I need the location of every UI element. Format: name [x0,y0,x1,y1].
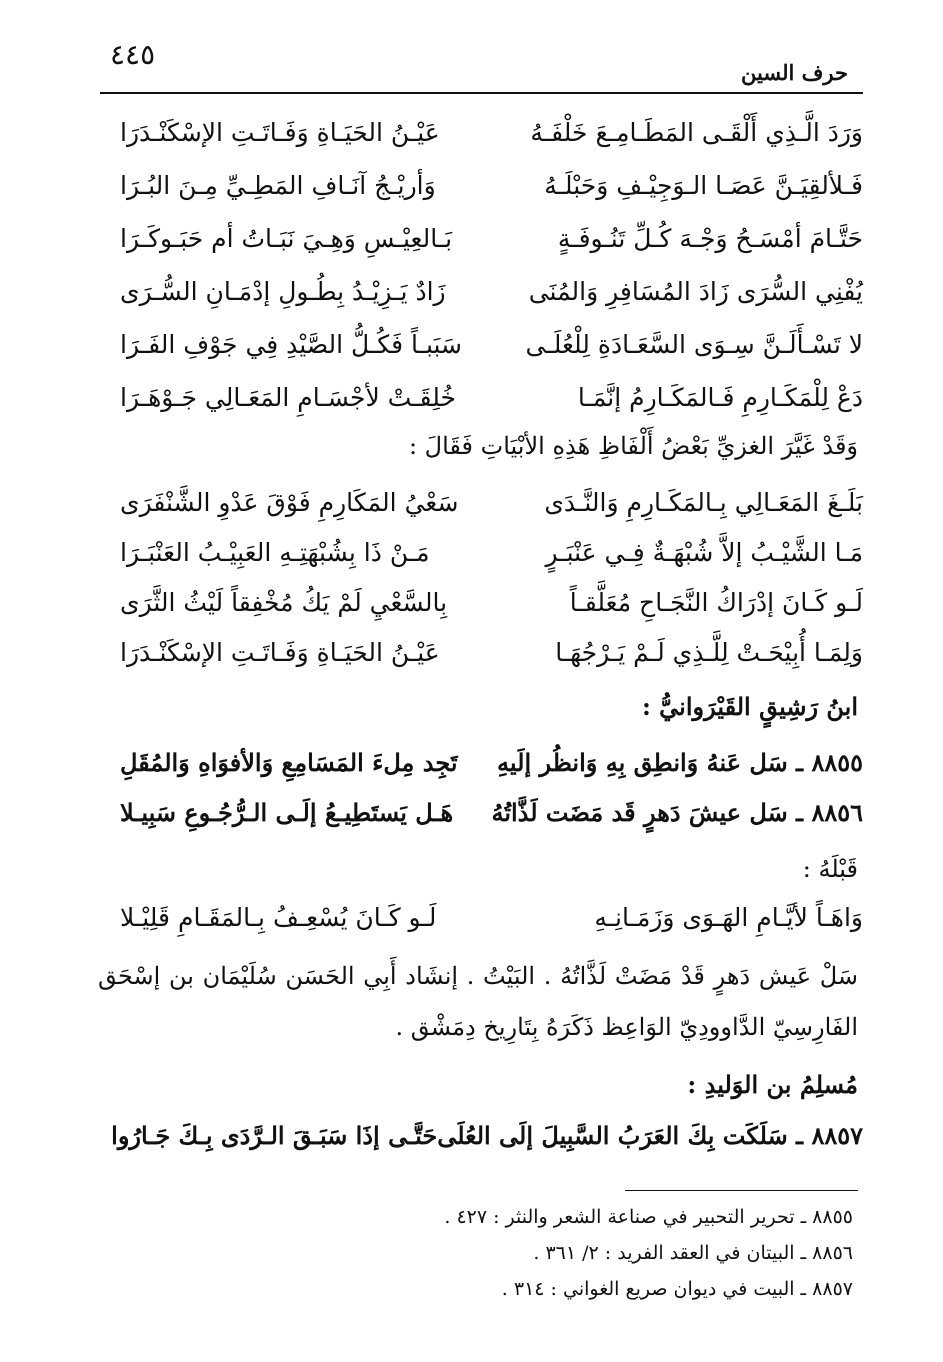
numbered-verse [111,1108,863,1162]
page-number: ٤٤٥ [110,38,156,71]
verse-line [120,475,863,529]
verse-left-hemistich: حَتَّـى إذَا سَبَـقَ الـرَّدَى بِـكَ جَـارُوا [111,1120,438,1150]
verse-right-hemistich: حَتَّـامَ أمْسَـحُ وَجْـهَ كُـلِّ تَنُـوفَـةٍ [557,223,863,253]
verse-right-hemistich: ٨٨٥٥ ـ سَل عَنهُ وَانطِق بِهِ وَانظُر إلَيهِ [497,747,863,777]
footnote: ٨٨٥٦ ـ البيتان في العقد الفريد : ٢/ ٣٦١ . [533,1242,853,1264]
verse-left-hemistich: بَـالعِيْـسِ وَهِـيَ نَبَـاتُ أم حَبَـوكَـرَا [120,223,453,253]
verse-left-hemistich: خُلِقَـتْ لأجْسَـامِ المَعَـالِي جَـوْهَـرَا [120,382,456,412]
before-label: قَبْلَهُ : [802,855,858,883]
verse-line [120,317,863,371]
verse-left-hemistich: هَـل يَستَطِيـعُ إلَـى الـرُّجُـوعِ سَبِيـلا [120,797,454,827]
numbered-verse [120,785,863,839]
prose-note: وَقَدْ غَيَّرَ الغزيِّ بَعْضُ أَلْفَاظِ هَذِهِ الأبْيَاتِ فَقَالَ : [408,432,858,460]
verse-right-hemistich: مَـا الشَّيْـبُ إلاَّ شُبْهَـةٌ فِـي عَنْبَـرٍ [545,537,863,567]
verse-right-hemistich: فَـلألقِيَـنَّ عَصَـا الـوَجِيْـفِ وَحَبْلَـهُ [544,170,863,200]
verse-right-hemistich: وَاهَـاً لأيَّـامِ الهَـوَى وَزَمَـانِـهِ [594,902,863,932]
verse-left-hemistich: سَعْيُ المَكَارِمِ فَوْقَ عَدْوِ الشَّنْفَرَى [120,487,459,517]
verse-left-hemistich: وَأريْـجُ آنَـافِ المَطِـيِّ مِـنَ البُـرَا [120,170,436,200]
verse-right-hemistich: بَلَـغَ المَعَـالِي بِـالمَكَـارِمِ وَالنَّـدَى [544,487,863,517]
verse-line [120,525,863,579]
verse-left-hemistich: بِالسَّعْيِ لَمْ يَكُ مُخْفِقاً لَيْثُ الثَّرَى [120,587,448,617]
verse-line [120,264,863,318]
verse-right-hemistich: ٨٨٥٦ ـ سَل عيشَ دَهرٍ قَد مَضَت لَذَّاتُهُ [491,797,863,827]
verse-left-hemistich: عَيْـنُ الحَيَـاةِ وَفَـاتَـتِ الإسْكَنْـدَرَا [120,637,440,667]
verse-right-hemistich: دَعْ لِلْمَكَـارِمِ فَـالمَكَـارِمُ إنَّمَـا [577,382,863,412]
prose-note: الفَارِسِيّ الدَّاوودِيّ الوَاعِظ ذَكَرَهُ بِتَارِيخ دِمَشْق . [395,1013,858,1041]
footnote: ٨٨٥٥ ـ تحرير التحبير في صناعة الشعر والنثر : ٤٢٧ . [444,1206,853,1228]
verse-right-hemistich: ٨٨٥٧ ـ سَلَكَت بِكَ العَرَبُ السَّبِيلَ إلَى العُلَى [437,1120,863,1150]
verse-right-hemistich: وَلِمَـا أُبِيْحَـتْ لِلَّـذِي لَـمْ يَـرْجُهَـا [555,637,863,667]
verse-left-hemistich: عَيْـنُ الحَيَـاةِ وَفَـاتَـتِ الإسْكَنْـدَرَا [120,117,440,147]
header-rule [100,92,863,94]
verse-left-hemistich: تَجِد مِلءَ المَسَامِعِ وَالأفوَاهِ وَالمُقَلِ [120,747,458,777]
poet-attribution: مُسلِمُ بن الوَليدِ : [687,1070,858,1099]
verse-left-hemistich: مَـنْ ذَا بِشُبْهَتِـهِ العَبِيْـبُ العَنْبَـرَا [120,537,430,567]
verse-line [120,890,863,944]
numbered-verse [120,735,863,789]
footnote: ٨٨٥٧ ـ البيت في ديوان صريع الغواني : ٣١٤ . [501,1278,853,1300]
verse-line [120,370,863,424]
verse-line [120,158,863,212]
verse-line [120,625,863,679]
verse-left-hemistich: زَادٌ يَـزِيْـدُ بِطُـولِ إدْمَـانِ السُّـرَى [120,276,446,306]
poet-attribution: ابنُ رَشِيقٍ القَيْرَوانيُّ : [641,692,858,721]
verse-right-hemistich: وَرَدَ الَّـذِي أَلْقَـى المَطَـامِـعَ خَلْفَـهُ [530,117,863,147]
footnote-rule [625,1190,858,1191]
verse-left-hemistich: لَـو كَـانَ يُسْعِـفُ بِـالمَقَـامِ قَلِيْـلا [120,902,437,932]
running-title: حرف السين [741,60,848,85]
verse-right-hemistich: يُفْنِي السُّرَى زَادَ المُسَافِرِ وَالمُنَى [528,276,863,306]
verse-right-hemistich: لا تَسْـأَلَـنَّ سِـوَى السَّعَـادَةِ لِلْعُلَـى [525,329,863,359]
verse-line [120,575,863,629]
prose-note: سَلْ عَيش دَهرٍ قَدْ مَضَتْ لَذَّاتُهُ . البَيْتُ . إنشَاد أَبِي الحَسَن سُلَيْمَان بن إسْحَق [98,962,858,990]
verse-right-hemistich: لَـو كَـانَ إدْرَاكُ النَّجَـاحِ مُعَلَّقـاً [569,587,863,617]
verse-left-hemistich: سَبَبـاً فَكُـلُّ الصَّيْدِ فِي جَوْفِ الفَـرَا [120,329,462,359]
verse-line [120,211,863,265]
verse-line [120,105,863,159]
